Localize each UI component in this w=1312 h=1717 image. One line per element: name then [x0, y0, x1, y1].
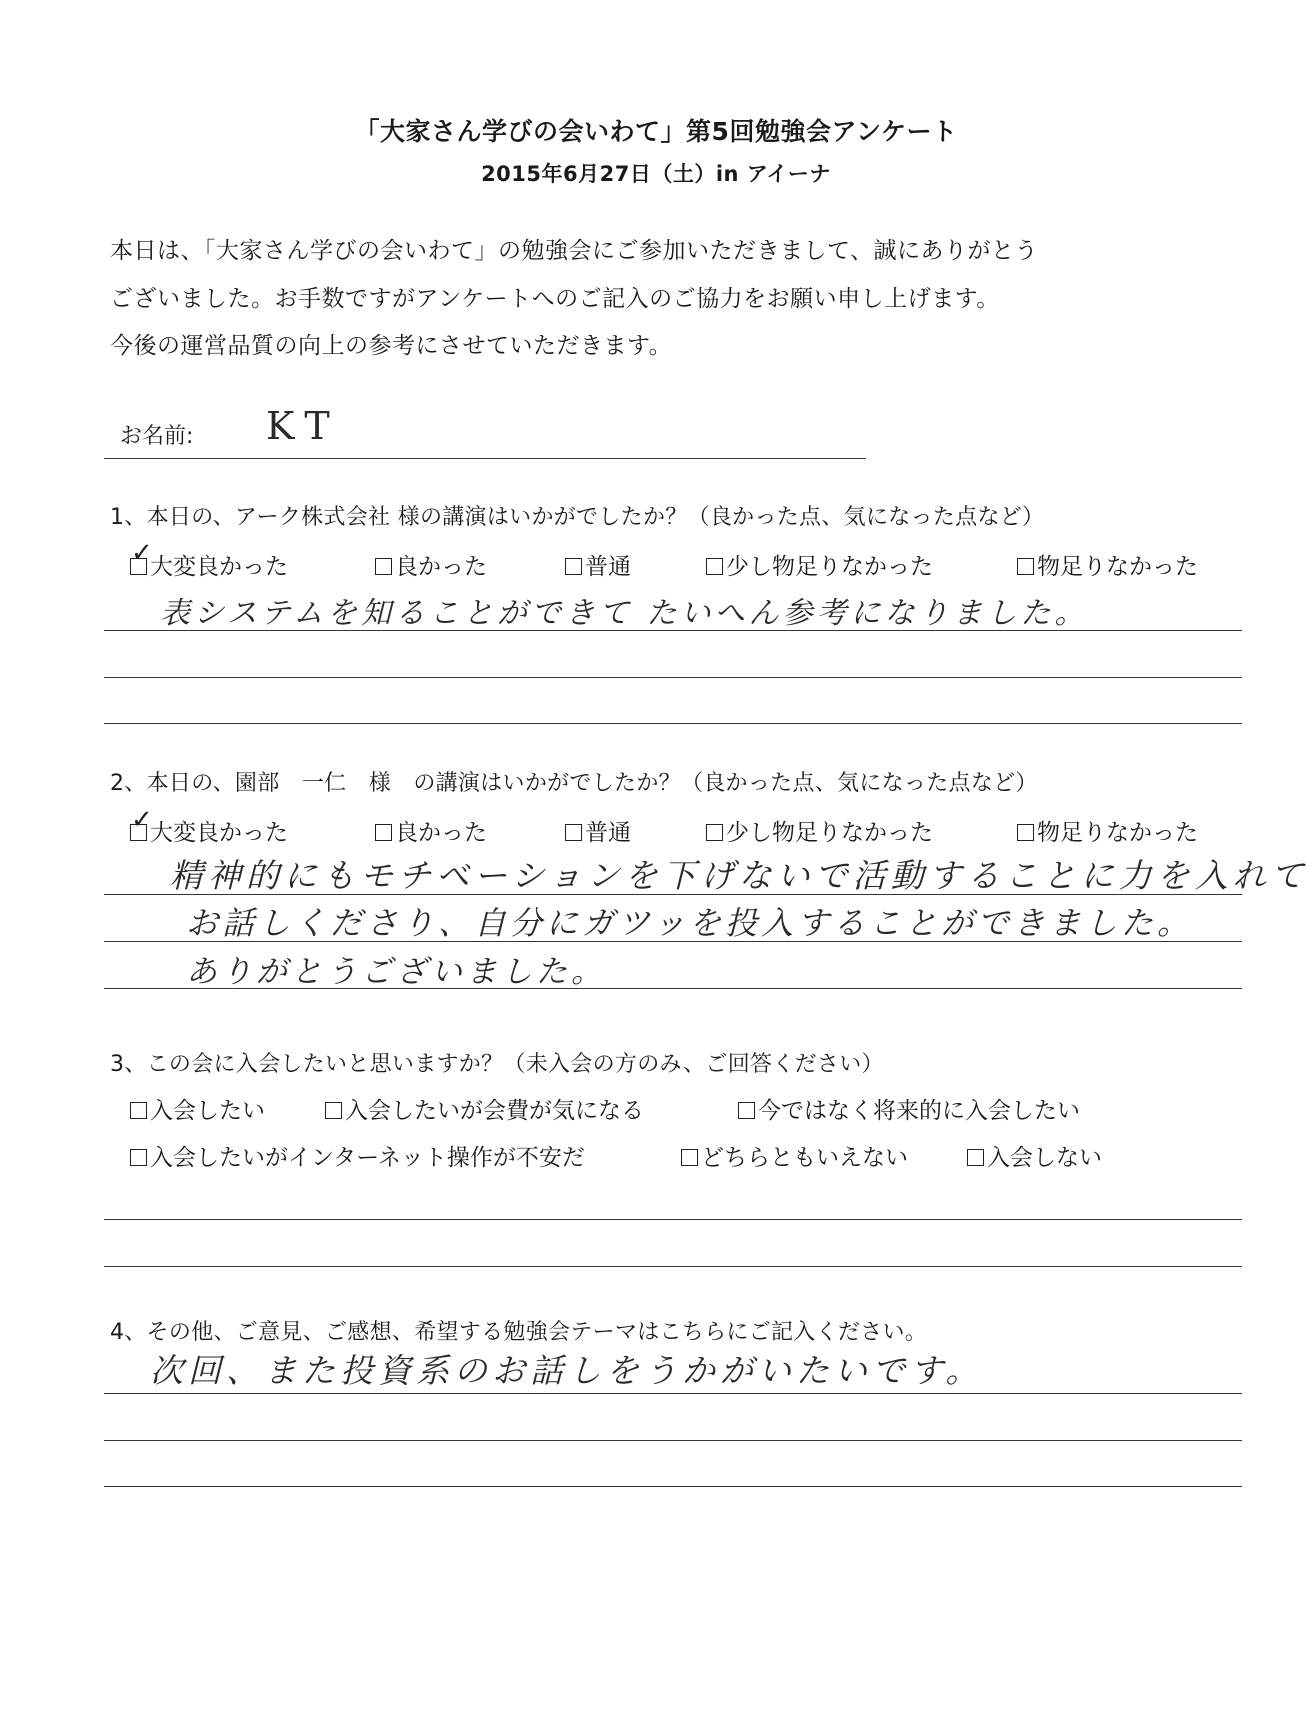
answer-rule [104, 988, 1242, 989]
q3-option-join[interactable]: 入会したい [130, 1092, 265, 1125]
intro-line-2: ございました。お手数ですがアンケートへのご記入のご協力をお願い申し上げます。 [110, 286, 1000, 312]
q3-option-join-later[interactable]: 今ではなく将来的に入会したい [738, 1092, 1080, 1125]
answer-rule [104, 894, 1242, 895]
checkbox-icon[interactable] [130, 1102, 147, 1119]
answer-rule [104, 941, 1242, 942]
checkbox-icon[interactable] [375, 558, 392, 575]
checkbox-icon[interactable] [706, 558, 723, 575]
check-mark-icon: ✓ [131, 805, 153, 835]
intro-line-3: 今後の運営品質の向上の参考にさせていただきます。 [110, 333, 673, 359]
q2-answer-line-2[interactable]: お話しくださり、自分にガツッを投入することができました。 [186, 904, 1194, 942]
q1-option-good[interactable]: 良かった [375, 548, 487, 581]
q2-option-very-good[interactable]: 大変良かった [130, 814, 288, 847]
name-label: お名前: [120, 424, 194, 449]
answer-rule [104, 630, 1242, 631]
q4-question: 4、その他、ご意見、ご感想、希望する勉強会テーマはこちらにご記入ください。 [110, 1320, 928, 1345]
q1-option-very-good[interactable]: 大変良かった [130, 548, 288, 581]
q1-option-lacking[interactable]: 物足りなかった [1017, 548, 1198, 581]
q2-option-lacking[interactable]: 物足りなかった [1017, 814, 1198, 847]
checkbox-icon[interactable] [681, 1149, 698, 1166]
check-mark-icon: ✓ [131, 538, 153, 568]
answer-rule [104, 1219, 1242, 1220]
q3-question: 3、この会に入会したいと思いますか？（未入会の方のみ、ご回答ください） [110, 1052, 884, 1077]
checkbox-icon[interactable] [967, 1149, 984, 1166]
survey-date: 2015年6月27日（土）in アイーナ [481, 162, 831, 186]
q2-answer-line-3[interactable]: ありがとうございました。 [186, 954, 606, 990]
q2-option-average[interactable]: 普通 [565, 814, 631, 847]
checkbox-icon[interactable] [1017, 824, 1034, 841]
answer-rule [104, 723, 1242, 724]
survey-title: 「大家さん学びの会いわて」第5回勉強会アンケート [354, 117, 958, 146]
answer-rule [104, 1486, 1242, 1487]
q2-option-good[interactable]: 良かった [375, 814, 487, 847]
q2-answer-line-1[interactable]: 精神的にもモチベーションを下げないで活動することに力を入れて [170, 856, 1309, 895]
name-underline [104, 458, 866, 459]
q2-option-slightly-lacking[interactable]: 少し物足りなかった [706, 814, 933, 847]
answer-rule [104, 1266, 1242, 1267]
checkbox-icon[interactable] [130, 1149, 147, 1166]
checkbox-icon[interactable] [565, 558, 582, 575]
q1-answer-line-1[interactable]: 表システムを知ることができて たいへん参考になりました。 [160, 596, 1089, 631]
checkbox-icon[interactable] [565, 824, 582, 841]
checkbox-icon[interactable] [706, 824, 723, 841]
q2-question: 2、本日の、園部 一仁 様 の講演はいかがでしたか？（良かった点、気になった点など） [110, 771, 1038, 796]
q4-answer-line-1[interactable]: 次回、また投資系のお話しをうかがいたいです。 [150, 1351, 984, 1390]
q3-option-undecided[interactable]: どちらともいえない [681, 1139, 908, 1172]
q3-option-join-fee-concern[interactable]: 入会したいが会費が気になる [325, 1092, 644, 1125]
checkbox-icon[interactable] [325, 1102, 342, 1119]
q1-option-slightly-lacking[interactable]: 少し物足りなかった [706, 548, 933, 581]
answer-rule [104, 1393, 1242, 1394]
intro-line-1: 本日は、「大家さん学びの会いわて」の勉強会にご参加いただきまして、誠にありがとう [110, 238, 1039, 264]
name-value[interactable]: KT [266, 404, 340, 448]
q1-option-average[interactable]: 普通 [565, 548, 631, 581]
q3-option-not-join[interactable]: 入会しない [967, 1139, 1102, 1172]
checkbox-icon[interactable] [375, 824, 392, 841]
answer-rule [104, 677, 1242, 678]
q1-question: 1、本日の、アーク株式会社 様の講演はいかがでしたか？（良かった点、気になった点など） [110, 505, 1045, 530]
q3-option-join-internet-concern[interactable]: 入会したいがインターネット操作が不安だ [130, 1139, 585, 1172]
checkbox-icon[interactable] [738, 1102, 755, 1119]
checkbox-icon[interactable] [1017, 558, 1034, 575]
answer-rule [104, 1440, 1242, 1441]
